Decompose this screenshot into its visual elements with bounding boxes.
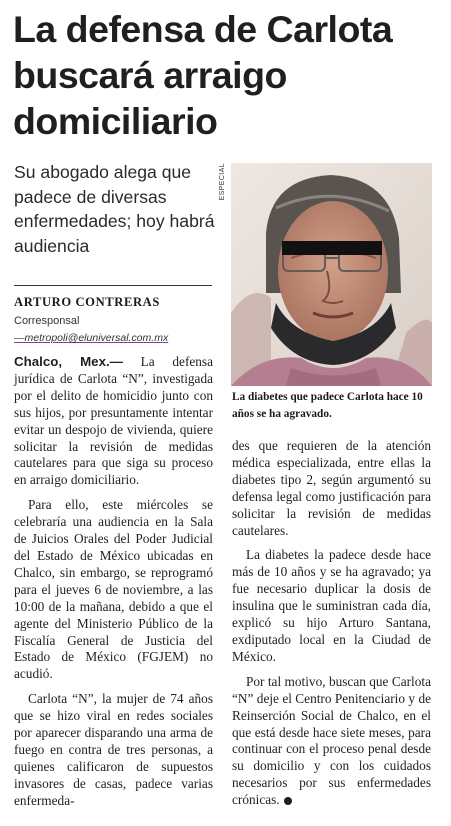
headline: La defensa de Carlota buscará arraigo domiciliario	[13, 8, 393, 142]
body-paragraph-3-continued: des que requieren de la atención médica especializada, entre ellas la diabetes tipo 2, según argumentó su defensa legal como justificación para solicitar la revisión de medidas cautelares.	[232, 438, 431, 538]
body-column-2	[232, 438, 431, 809]
body-paragraph-1	[14, 354, 213, 489]
photo-credit: ESPECIAL	[219, 163, 226, 201]
article-photo	[231, 163, 432, 386]
body-paragraph-2: Para ello, este miércoles se celebraría una audiencia en la Sala de Juicios Orales del Poder Judicial del Estado de México ubicadas en Chalco, sin embargo, se reprogramó para el jueves 6 de noviembre, a las 10:00 de la mañana, debido a que el agente del Ministerio Público de la Fiscalía General de Justicia del Estado de México (FGJEM) no acudió.	[14, 497, 213, 682]
dateline: Chalco, Mex.—	[14, 354, 123, 369]
end-of-article-icon	[284, 797, 292, 805]
paragraph-text: Por tal motivo, buscan que Carlota “N” deje el Centro Penitenciario y de Reinserción Social de Chalco, en el que está desde hace siete meses, para continuar con el proceso penal desde su domicilio y con los cuidados necesarios por sus enfermedades crónicas.	[232, 673, 431, 808]
author-byline: ARTURO CONTRERAS	[14, 295, 160, 309]
body-paragraph-4: La diabetes la padece desde hace más de 10 años y se ha agravado; ya fue necesario duplicar la dosis de insulina que le suministran cada día, explicó su hijo Arturo Santana, exdiputado local en la Ciudad de México.	[232, 547, 431, 664]
body-column-1	[14, 354, 213, 810]
woman-portrait-illustration	[231, 163, 432, 386]
author-email-link[interactable]: —metropoli@eluniversal.com.mx	[14, 332, 169, 344]
body-paragraph-5	[232, 674, 431, 809]
author-role: Corresponsal	[14, 315, 80, 327]
photo-caption: La diabetes que padece Carlota hace 10 años se ha agravado.	[232, 391, 423, 420]
body-paragraph-3: Carlota “N”, la mujer de 74 años que se hizo viral en redes sociales por aparecer disparando una arma de fuego en contra de tres personas, a quienes calificaron de supuestos invasores de casas, padece varias enfermeda-	[14, 691, 213, 808]
paragraph-text: La defensa jurídica de Carlota “N”, investigada por el delito de homicidio junto con sus hijos, por presuntamente intentar evitar un despojo de vivienda, quiere solicitar la revisión de medidas cautelares para que siga su proceso en arraigo domiciliario.	[14, 354, 214, 488]
eye-censor-bar	[282, 241, 382, 255]
deck-subtitle: Su abogado alega que padece de diversas enfermedades; hoy habrá audiencia	[14, 162, 215, 256]
byline-rule	[14, 285, 212, 286]
